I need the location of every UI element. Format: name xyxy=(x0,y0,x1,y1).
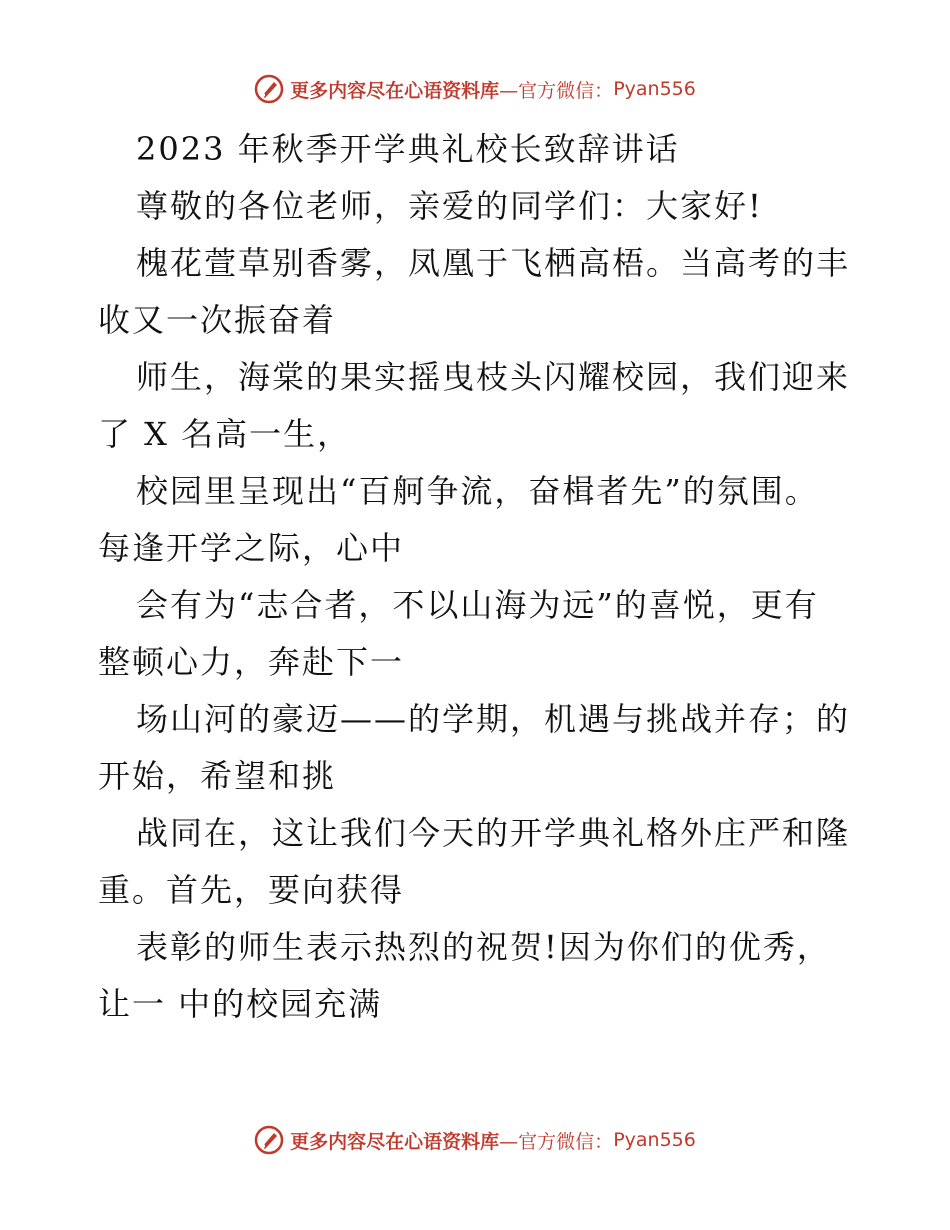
text-line: 会有为“志合者，不以山海为远”的喜悦，更有 xyxy=(136,586,819,624)
text-line: 了 X 名高一生， xyxy=(98,415,352,453)
text-line: 场山河的豪迈——的学期，机遇与挑战并存；的 xyxy=(136,700,851,738)
text-line: 表彰的师生表示热烈的祝贺!因为你们的优秀， xyxy=(136,928,831,966)
watermark-brand: 更多内容尽在心语资料库 xyxy=(290,79,500,102)
quill-logo-icon xyxy=(254,1125,284,1155)
text-line: 槐花萱草别香雾，凤凰于飞栖高梧。当高考的丰 xyxy=(136,244,851,282)
quill-logo-icon xyxy=(254,74,284,104)
document-body xyxy=(98,121,850,1033)
watermark-wechat-id: Pyan556 xyxy=(613,1129,696,1151)
text-line: 师生，海棠的果实摇曳枝头闪耀校园，我们迎来 xyxy=(136,358,851,396)
text-line: 整顿心力，奔赴下一 xyxy=(98,643,405,681)
text-line: 收又一次振奋着 xyxy=(98,301,337,339)
text-line: 开始，希望和挑 xyxy=(98,757,337,795)
text-line: 让一 中的校园充满 xyxy=(98,985,383,1023)
header-watermark xyxy=(0,72,950,106)
footer-watermark xyxy=(0,1123,950,1157)
watermark-official-label: —官方微信： xyxy=(499,79,614,102)
watermark-brand: 更多内容尽在心语资料库 xyxy=(290,1130,500,1153)
text-line: 战同在，这让我们今天的开学典礼格外庄严和隆 xyxy=(136,814,851,852)
watermark-wechat-id: Pyan556 xyxy=(613,78,696,100)
salutation: 尊敬的各位老师，亲爱的同学们：大家好! xyxy=(136,187,763,225)
document-title: 2023 年秋季开学典礼校长致辞讲话 xyxy=(136,130,680,168)
text-line: 每逢开学之际，心中 xyxy=(98,529,405,567)
text-line: 重。首先，要向获得 xyxy=(98,871,405,909)
text-line: 校园里呈现出“百舸争流，奋楫者先”的氛围。 xyxy=(136,472,819,510)
watermark-official-label: —官方微信： xyxy=(499,1130,614,1153)
